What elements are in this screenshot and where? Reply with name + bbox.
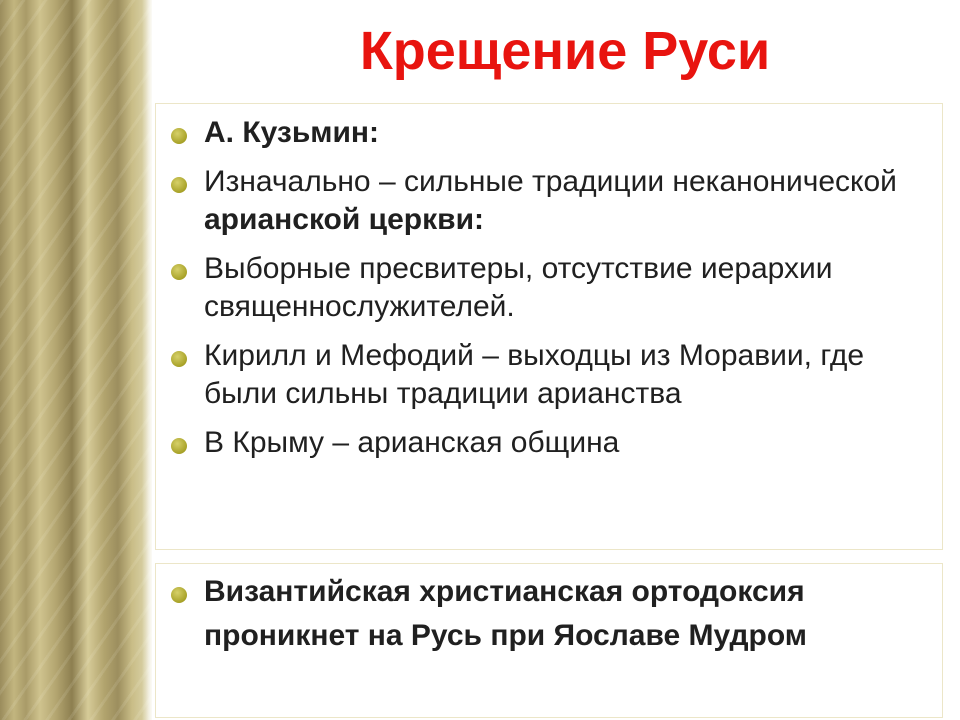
list-item (156, 337, 942, 413)
list-item (156, 250, 942, 326)
bullet-icon (171, 177, 187, 193)
bullet-icon (171, 264, 187, 280)
list-item (156, 424, 942, 462)
list-item-text: Изначально – сильные традиции неканонической (204, 165, 897, 198)
bullet-icon (171, 438, 187, 454)
list-item (156, 570, 942, 658)
content-box-main (155, 103, 943, 550)
list-item-emphasis: арианской церкви: (204, 203, 485, 236)
list-item-text: Византийская христианская ортодоксия проникнет на Русь при Яославе Мудром (204, 575, 807, 652)
list-item-text: Выборные пресвитеры, отсутствие иерархии священнослужителей. (204, 252, 833, 323)
bullet-icon (171, 128, 187, 144)
bullet-icon (171, 587, 187, 603)
bullet-list (156, 564, 942, 658)
decorative-gold-column (0, 0, 152, 720)
list-item-text: Кирилл и Мефодий – выходцы из Моравии, где были сильны традиции арианства (204, 339, 865, 410)
column-edge-shade (142, 0, 152, 720)
bullet-icon (171, 351, 187, 367)
list-item-text: А. Кузьмин: (204, 116, 380, 149)
list-item (156, 114, 942, 152)
bullet-list (156, 104, 942, 462)
slide-title: Крещение Руси (359, 21, 771, 81)
list-item-text: В Крыму – арианская община (204, 426, 620, 459)
list-item (156, 163, 942, 239)
content-box-conclusion (155, 563, 943, 718)
